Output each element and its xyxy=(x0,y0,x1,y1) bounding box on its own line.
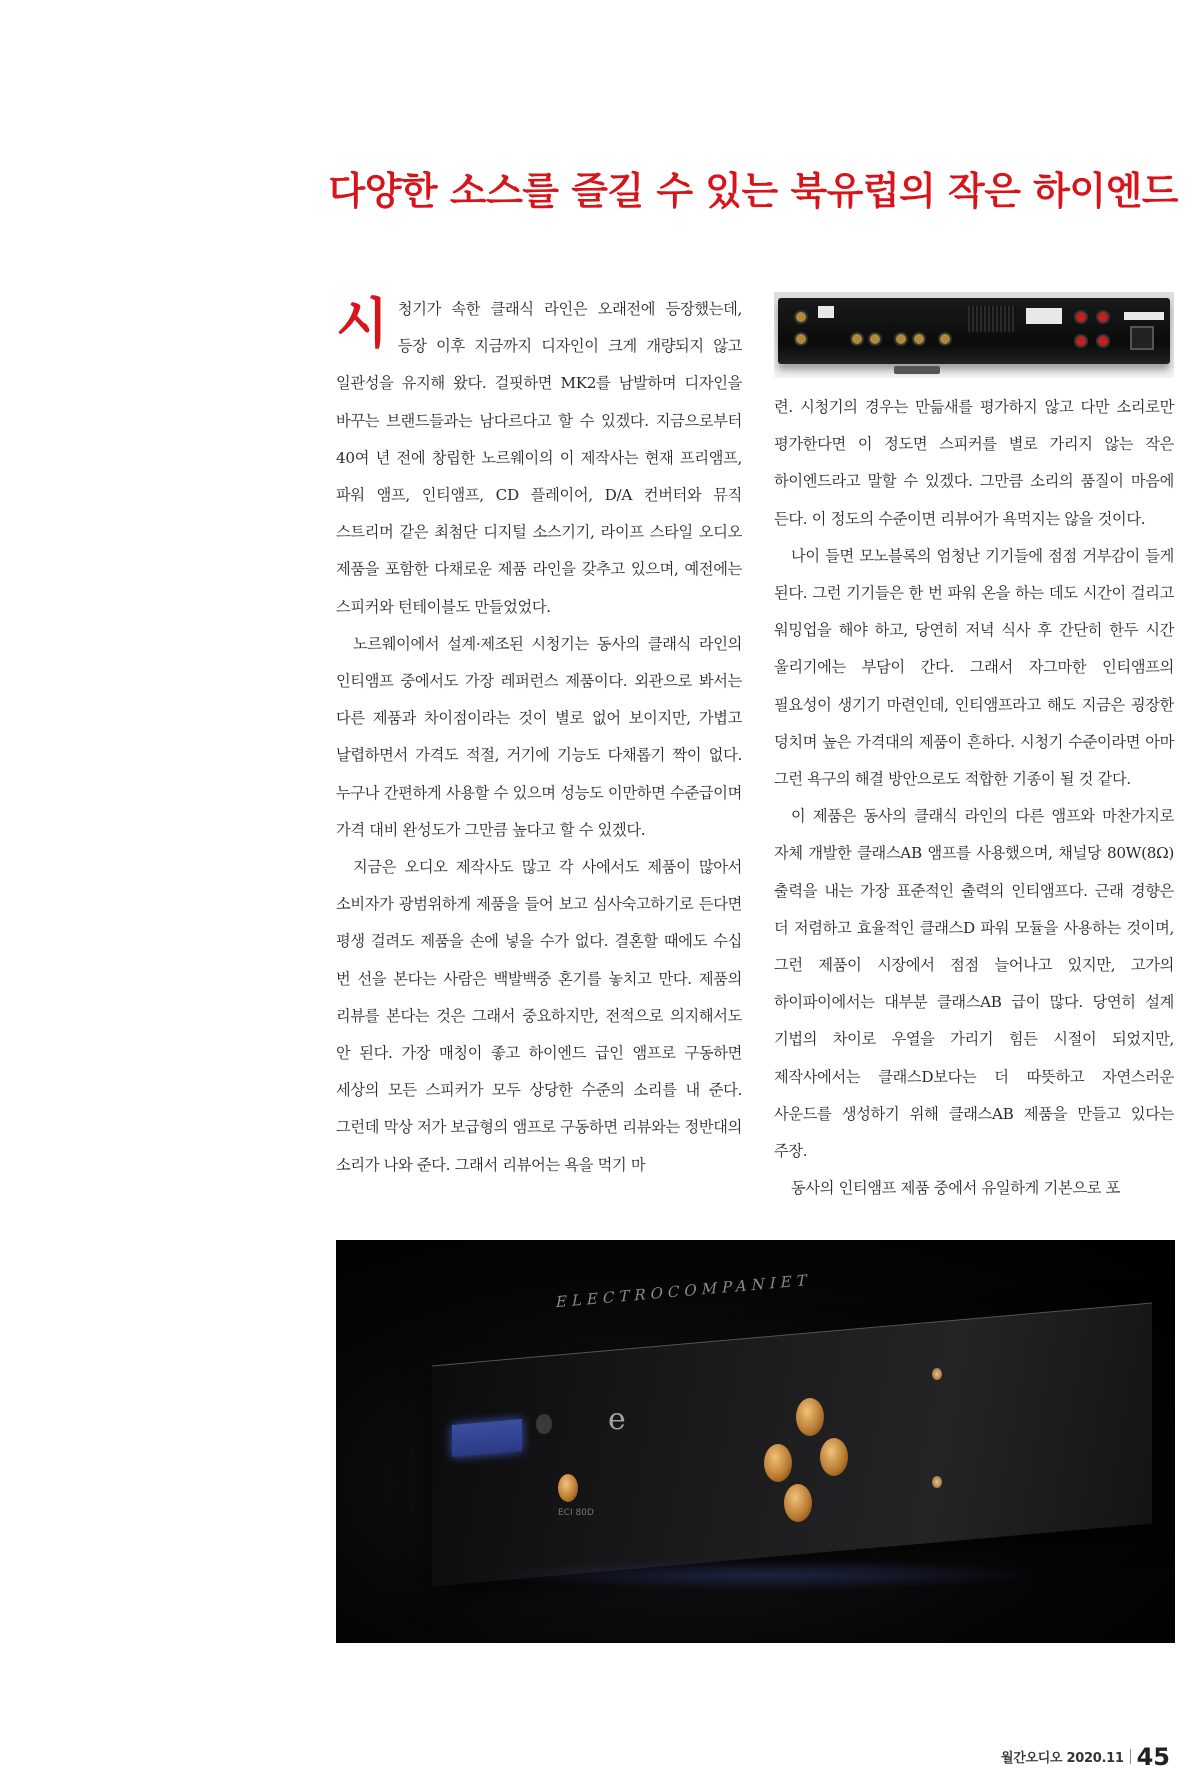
amplifier-rear-panel xyxy=(778,298,1170,364)
vent-grill xyxy=(968,306,1016,332)
screw-icon xyxy=(932,1368,942,1380)
footer-divider xyxy=(1130,1749,1131,1764)
left-button xyxy=(764,1444,792,1482)
speaker-terminal-icon xyxy=(1096,310,1110,324)
ir-sensor xyxy=(536,1414,552,1434)
connector-icon xyxy=(938,332,952,346)
amplifier-chassis xyxy=(432,1303,1152,1587)
paragraph: 이 제품은 동사의 클래식 라인의 다른 앰프와 마찬가지로 자체 개발한 클래스AB 앰프를 사용했으며, 채널당 80W(8Ω) 출력을 내는 가장 표준적인 출력의 인티앰프다. 근래 경향은 더 저렴하고 효율적인 클래스D 파워 모듈을 사용하는 것이며, 그런 제품이 시장에서 점점 늘어나고 있지만, 고가의 하이파이에서는 대부분 클래스AB 급이 많다. 당연히 설계 기법의 차이로 우열을 가리기 힘든 시절이 되었지만, 제작사에서는 클래스D보다는 더 따뜻하고 자연스러운 사운드를 생성하기 위해 클래스AB 제품을 만들고 있다는 주장. xyxy=(774,807,1174,1161)
left-column xyxy=(336,291,742,1184)
page-footer xyxy=(1001,1743,1170,1771)
connector-icon xyxy=(912,332,926,346)
paragraph: 지금은 오디오 제작사도 많고 각 사에서도 제품이 많아서 소비자가 광범위하게 제품을 들어 보고 심사숙고하기로 든다면 평생 걸려도 제품을 손에 넣을 수가 없다. 결혼할 때에도 수십 번 선을 본다는 사람은 백발백중 혼기를 놓치고 만다. 제품의 리뷰를 본다는 것은 그래서 중요하지만, 전적으로 의지해서도 안 된다. 가장 매칭이 좋고 하이엔드 급인 앰프로 구동하면 세상의 모든 스피커가 모두 상당한 수준의 소리를 내 준다. 그런데 막상 저가 보급형의 앰프로 구동하면 리뷰와는 정반대의 소리가 나와 준다. 그래서 리뷰어는 욕을 먹기 마 xyxy=(336,858,742,1174)
floor-reflection xyxy=(486,1560,1046,1590)
model-label: ECI 80D xyxy=(558,1508,594,1518)
power-knob xyxy=(558,1474,578,1502)
paragraph: 동사의 인티앰프 제품 중에서 유일하게 기본으로 포 xyxy=(791,1179,1120,1198)
publication-label: 월간오디오 2020.11 xyxy=(1000,1751,1124,1766)
page-number: 45 xyxy=(1136,1743,1170,1771)
continuation-paragraph: 련. 시청기의 경우는 만듦새를 평가하지 않고 다만 소리로만 평가한다면 이 정도면 스피커를 별로 가리지 않는 작은 하이엔드라고 말할 수 있겠다. 그만큼 소리의 품질이 마음에 든다. 이 정도의 수준이면 리뷰어가 욕먹지는 않을 것이다. xyxy=(774,398,1174,528)
amplifier-front-photo xyxy=(336,1240,1175,1643)
connector-icon xyxy=(894,332,908,346)
logo-badge: e xyxy=(608,1402,626,1437)
first-paragraph-text: 청기가 속한 클래식 라인은 오래전에 등장했는데, 등장 이후 지금까지 디자인이 크게 개량되지 않고 일관성을 유지해 왔다. 걸핏하면 MK2를 남발하며 디자인을 바꾸는 브랜드들과는 남다르다고 할 수 있겠다. 지금으로부터 40여 년 전에 창립한 노르웨이의 이 제작사는 현재 프리앰프, 파워 앰프, 인티앰프, CD 플레이어, D/A 컨버터와 뮤직 스트리머 같은 최첨단 디지털 소스기기, 라이프 스타일 오디오 제품을 포함한 다채로운 제품 라인을 갖추고 있으며, 예전에는 스피커와 턴테이블도 만들었었다. xyxy=(336,300,742,616)
up-button xyxy=(796,1398,824,1436)
warning-label xyxy=(818,306,834,318)
connector-icon xyxy=(794,310,808,324)
paragraph: 노르웨이에서 설계·제조된 시청기는 동사의 클래식 라인의 인티앰프 중에서도 가장 레퍼런스 제품이다. 외관으로 봐서는 다른 제품과 차이점이라는 것이 별로 없어 보이지만, 가볍고 날렵하면서 가격도 적절, 거기에 기능도 다채롭기 짝이 없다. 누구나 간편하게 사용할 수 있으며 성능도 이만하면 수준급이며 가격 대비 완성도가 그만큼 높다고 할 수 있겠다. xyxy=(336,634,742,839)
rear-panel-photo xyxy=(774,292,1174,378)
connector-icon xyxy=(868,332,882,346)
first-paragraph xyxy=(336,291,742,626)
speaker-terminal-icon xyxy=(1074,334,1088,348)
rear-foot xyxy=(894,366,940,374)
power-socket-icon xyxy=(1130,326,1154,350)
article-headline: 다양한 소스를 즐길 수 있는 북유럽의 작은 하이엔드 xyxy=(328,169,1178,213)
right-button xyxy=(820,1438,848,1476)
connector-icon xyxy=(850,332,864,346)
connector-icon xyxy=(794,332,808,346)
lcd-display xyxy=(452,1419,522,1457)
speaker-terminal-icon xyxy=(1096,334,1110,348)
down-button xyxy=(784,1484,812,1522)
spec-label xyxy=(1124,312,1164,320)
screw-icon xyxy=(932,1476,942,1488)
paragraph: 나이 들면 모노블록의 엄청난 기기들에 점점 거부감이 들게 된다. 그런 기기들은 한 번 파워 온을 하는 데도 시간이 걸리고 워밍업을 해야 하고, 당연히 저녁 식사 후 간단히 한두 시간 울리기에는 부담이 간다. 그래서 자그마한 인티앰프의 필요성이 생기기 마련인데, 인티앰프라고 해도 지금은 굉장한 덩치며 높은 가격대의 제품이 흔하다. 시청기 수준이라면 아마 그런 욕구의 해결 방안으로도 적합한 기종이 될 것 같다. xyxy=(774,546,1174,789)
brand-text: ELECTROCOMPANIET xyxy=(556,1270,812,1312)
speaker-terminal-icon xyxy=(1074,310,1088,324)
drop-cap: 시 xyxy=(336,292,388,355)
right-column xyxy=(774,389,1174,1207)
serial-label xyxy=(1026,308,1062,324)
